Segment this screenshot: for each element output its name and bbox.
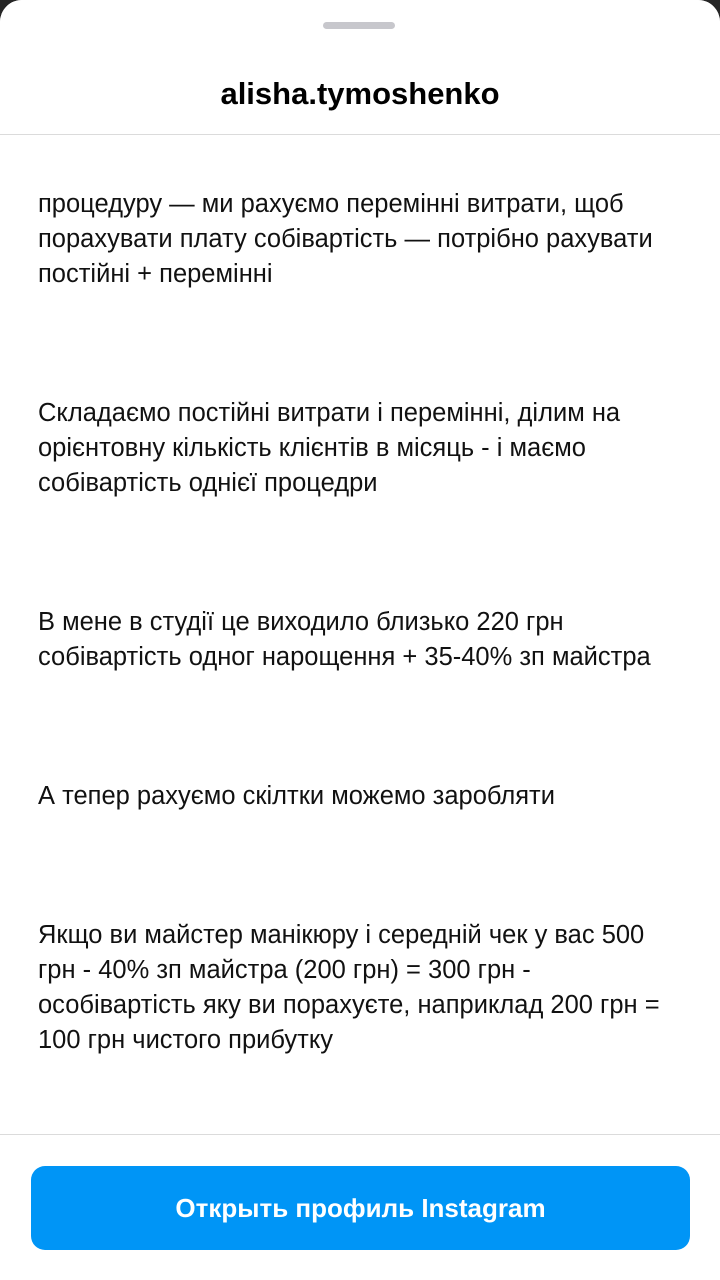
profile-username: alisha.tymoshenko: [220, 76, 500, 111]
caption-paragraph-1: процедуру — ми рахуємо перемінні витрати, щоб порахувати плату собівартість — потрібно рахувати постійні + перемінні: [38, 190, 660, 288]
open-instagram-profile-button[interactable]: Открыть профиль Instagram: [31, 1166, 690, 1250]
post-caption: [38, 152, 688, 1134]
sheet-footer: [0, 1134, 720, 1280]
caption-paragraph-2: Складаємо постійні витрати і перемінні, ділим на орієнтовну кількість клієнтів в місяць - і маємо собівартість однієї процедри: [38, 399, 628, 497]
caption-paragraph-3: В мене в студії це виходило близько 220 грн собівартість одног нарощення + 35-40% зп майстра: [38, 608, 651, 671]
sheet-header: [0, 0, 720, 135]
post-caption-scroll[interactable]: [0, 135, 720, 1134]
drag-handle[interactable]: [323, 22, 395, 29]
caption-paragraph-4: А тепер рахуємо скілтки можемо заробляти: [38, 782, 555, 810]
caption-paragraph-5: Якщо ви майстер манікюру і середній чек у вас 500 грн - 40% зп майстра (200 грн) = 300 грн - особівартість яку ви порахуєте, наприклад 200 грн = 100 грн чистого прибутку: [38, 921, 667, 1054]
